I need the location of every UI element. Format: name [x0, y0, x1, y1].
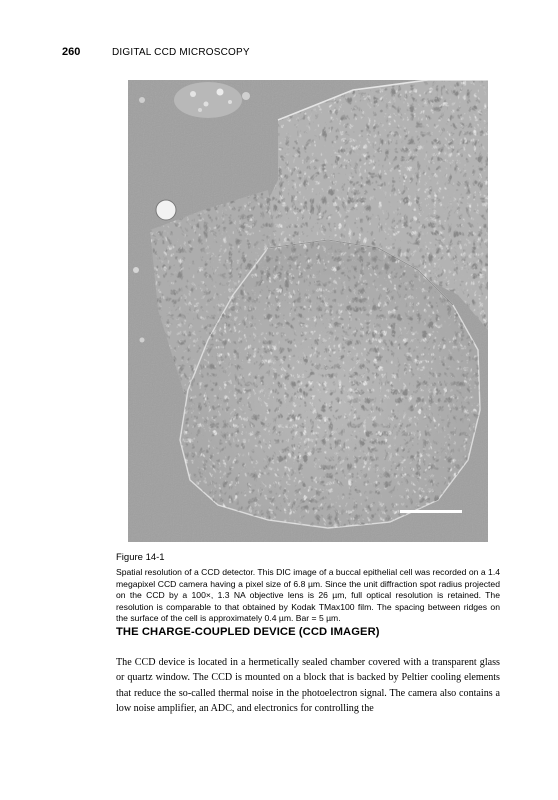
figure-label: Figure 14-1	[116, 552, 165, 563]
micrograph-image	[128, 80, 488, 542]
figure-caption-text: Spatial resolution of a CCD detector. This DIC image of a buccal epithelial cell was recorded on a 1.4 megapixel CCD camera having a pixel size of 6.8 µm. Since the unit diffraction spot radius projected on the CCD by a 100×, 1.3 NA objective lens is 26 µm, full optical resolution is retained. The resolution is comparable to that obtained by Kodak TMax100 film. The spacing between ridges on the surface of the cell is approximately 0.4 µm. Bar = 5 µm.	[116, 567, 500, 624]
figure-caption	[116, 552, 500, 624]
page-header	[62, 46, 502, 62]
running-title: DIGITAL CCD MICROSCOPY	[112, 47, 250, 58]
body-paragraph: The CCD device is located in a hermetically sealed chamber covered with a transparent glass or quartz window. The CCD is mounted on a block that is backed by Peltier cooling elements that reduce the so-called thermal noise in the photoelectron signal. The camera also contains a low noise amplifier, an ADC, and electronics for controlling the	[116, 657, 500, 714]
page-number: 260	[62, 46, 81, 58]
scale-bar	[400, 510, 462, 513]
dic-micrograph-figure	[128, 80, 488, 542]
section-heading: THE CHARGE-COUPLED DEVICE (CCD IMAGER)	[116, 626, 380, 638]
